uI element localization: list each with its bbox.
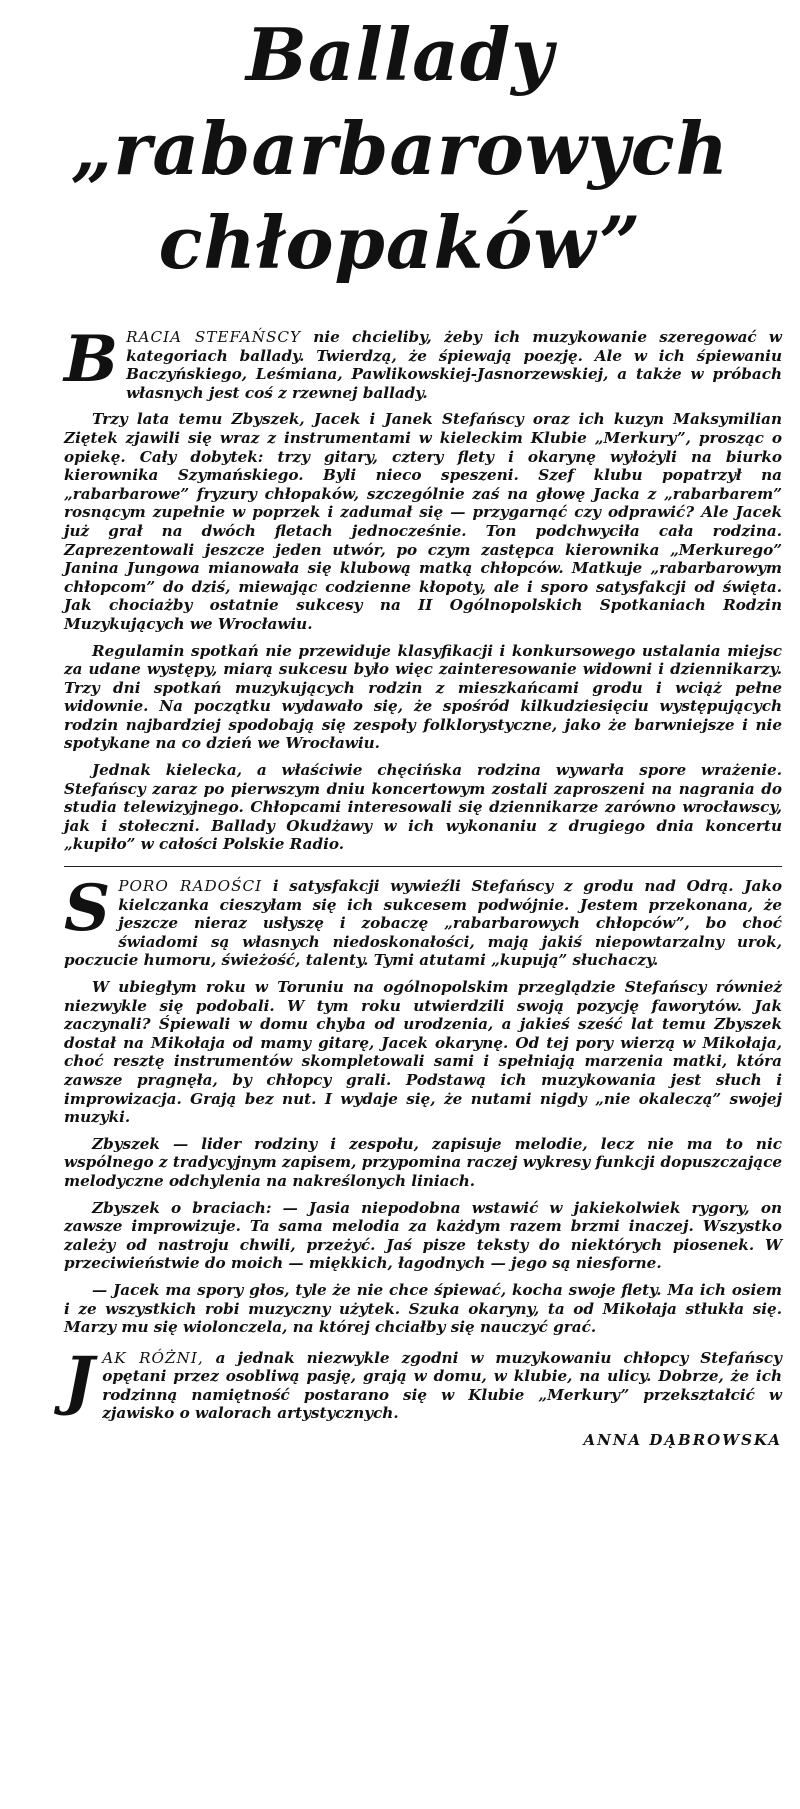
paragraph-text: i satysfakcji wywieźli Stefańscy z grodu nad Odrą. Jako kielczanka cieszyłam się ich sukcesem podwójnie. Jestem przekonana, że jeszcze nieraz usłyszę i zobaczę „rabarbarowych chłopców”, bo choć świadomi są własnych niedoskonałości, mają jakiś niepowtarzalny urok, poczucie humoru, świeżość, talenty. Tymi atutami „kupują” słuchaczy.	[64, 877, 782, 970]
drop-cap: B	[64, 322, 119, 397]
paragraph: Regulamin spotkań nie przewiduje klasyfikacji i konkursowego ustalania miejsc za udane występy, miarą sukcesu było więc zainteresowanie widowni i dziennikarzy. Trzy dni spotkań muzykujących rodzin z mieszkańcami grodu i wciąż pełne widownie. Na początku wydawało się, że spośród kilkudziesięciu występujących rodzin najbardziej spodobają się zespoły folklorystyczne, jako że barwniejsze i nie spotykane na co dzień we Wrocławiu.	[64, 641, 782, 753]
title-line-2: „rabarbarowych	[71, 106, 729, 191]
paragraph: Jednak kielecka, a właściwie chęcińska rodzina wywarła spore wrażenie. Stefańscy zaraz po pierwszym dniu koncertowym zostali zaproszeni na nagrania do studia telewizyjnego. Chłopcami interesowali się dziennikarze zarówno wrocławscy, jak i stołeczni. Ballady Okudżawy w ich wykonaniu z drugiego dnia koncertu „kupiło” w całości Polskie Radio.	[64, 761, 782, 854]
author-signature: ANNA DĄBROWSKA	[583, 1431, 782, 1450]
paragraph	[64, 871, 782, 970]
paragraph	[64, 1342, 782, 1423]
article-title	[0, 0, 800, 290]
lead-caps: AK RÓŻNI,	[102, 1348, 204, 1367]
section-divider	[64, 866, 782, 867]
drop-cap: J	[64, 1342, 95, 1418]
title-line-1: Ballady	[245, 12, 555, 97]
paragraph-text: nie chcieliby, żeby ich muzykowanie szeregować w kategoriach ballady. Twierdzą, że śpiewają poezję. Ale w ich śpiewaniu Baczyńskiego, Leśmiana, Pawlikowskiej-Jasnorzewskiej, a także w próbach własnych jest coś z rzewnej ballady.	[126, 328, 782, 402]
lead-caps: RACIA STEFAŃSCY	[126, 328, 302, 346]
article-body	[64, 322, 782, 1450]
paragraph: W ubiegłym roku w Toruniu na ogólnopolskim przeglądzie Stefańscy również niezwykle się podobali. W tym roku utwierdzili swoją pozycję faworytów. Jak zaczynali? Śpiewali w domu chyba od urodzenia, a jakieś sześć lat temu Zbyszek dostał na Mikołaja od mamy gitarę, Jacek okarynę. Od tej pory wierzą w Mikołaja, choć resztę instrumentów skompletowali sami i spełniają marzenia matki, która zawsze pragnęła, by chłopcy grali. Podstawą ich muzykowania jest słuch i improwizacja. Grają bez nut. I wydaje się, że nutami nigdy „nie okaleczą” swojej muzyki.	[64, 978, 782, 1127]
paragraph: Zbyszek o braciach: — Jasia niepodobna wstawić w jakiekolwiek rygory, on zawsze improwizuje. Ta sama melodia za każdym razem brzmi inaczej. Wszystko zależy od nastroju chwili, przeżyć. Jaś pisze teksty do niektórych piosenek. W przeciwieństwie do moich — miękkich, łagodnych — jego są niesforne.	[64, 1198, 782, 1273]
title-line-3: chłopaków”	[158, 200, 642, 285]
paragraph: Zbyszek — lider rodziny i zespołu, zapisuje melodie, lecz nie ma to nic wspólnego z tradycyjnym zapisem, przypomina raczej wykresy funkcji dopuszczające melodyczne odchylenia na nakreślonych liniach.	[64, 1134, 782, 1190]
lead-caps: PORO RADOŚCI	[118, 877, 263, 896]
drop-cap: S	[64, 871, 111, 947]
paragraph	[64, 322, 782, 402]
paragraph-text: a jednak niezwykle zgodni w muzykowaniu chłopcy Stefańscy opętani przez osobliwą pasję, grają w domu, w klubie, na ulicy. Dobrze, że ich rodzinną namiętność postarano się w Klubie „Merkury” przekształcić w zjawisko o walorach artystycznych.	[102, 1348, 782, 1423]
paragraph: — Jacek ma spory głos, tyle że nie chce śpiewać, kocha swoje flety. Ma ich osiem i ze wszystkich robi muzyczny użytek. Szuka okaryny, ta od Mikołaja stłukła się. Marzy mu się wiolonczela, na której chciałby się nauczyć grać.	[64, 1280, 782, 1337]
paragraph: Trzy lata temu Zbyszek, Jacek i Janek Stefańscy oraz ich kuzyn Maksymilian Ziętek zjawili się wraz z instrumentami w kieleckim Klubie „Merkury”, prosząc o opiekę. Cały dobytek: trzy gitary, cztery flety i okarynę wyłożyli na biurko kierownika Szymańskiego. Byli nieco speszeni. Szef klubu popatrzył na „rabarbarowe” fryzury chłopaków, szczególnie zaś na głowę Jacka z „rabarbarem” rosnącym zupełnie w poprzek i zadumał się — przygarnąć czy odprawić? Ale Jacek już grał na dwóch fletach jednocześnie. Ton podchwyciła cała rodzina. Zaprezentowali jeszcze jeden utwór, po czym zastępca kierownika „Merkurego” Janina Jungowa mianowała się klubową matką chłopców. Matkuje „rabarbarowym chłopcom” do dziś, miewając codzienne kłopoty, ale i sporo satysfakcji od święta. Jak chociażby ostatnie sukcesy na II Ogólnopolskich Spotkaniach Rodzin Muzykujących we Wrocławiu.	[64, 410, 782, 633]
